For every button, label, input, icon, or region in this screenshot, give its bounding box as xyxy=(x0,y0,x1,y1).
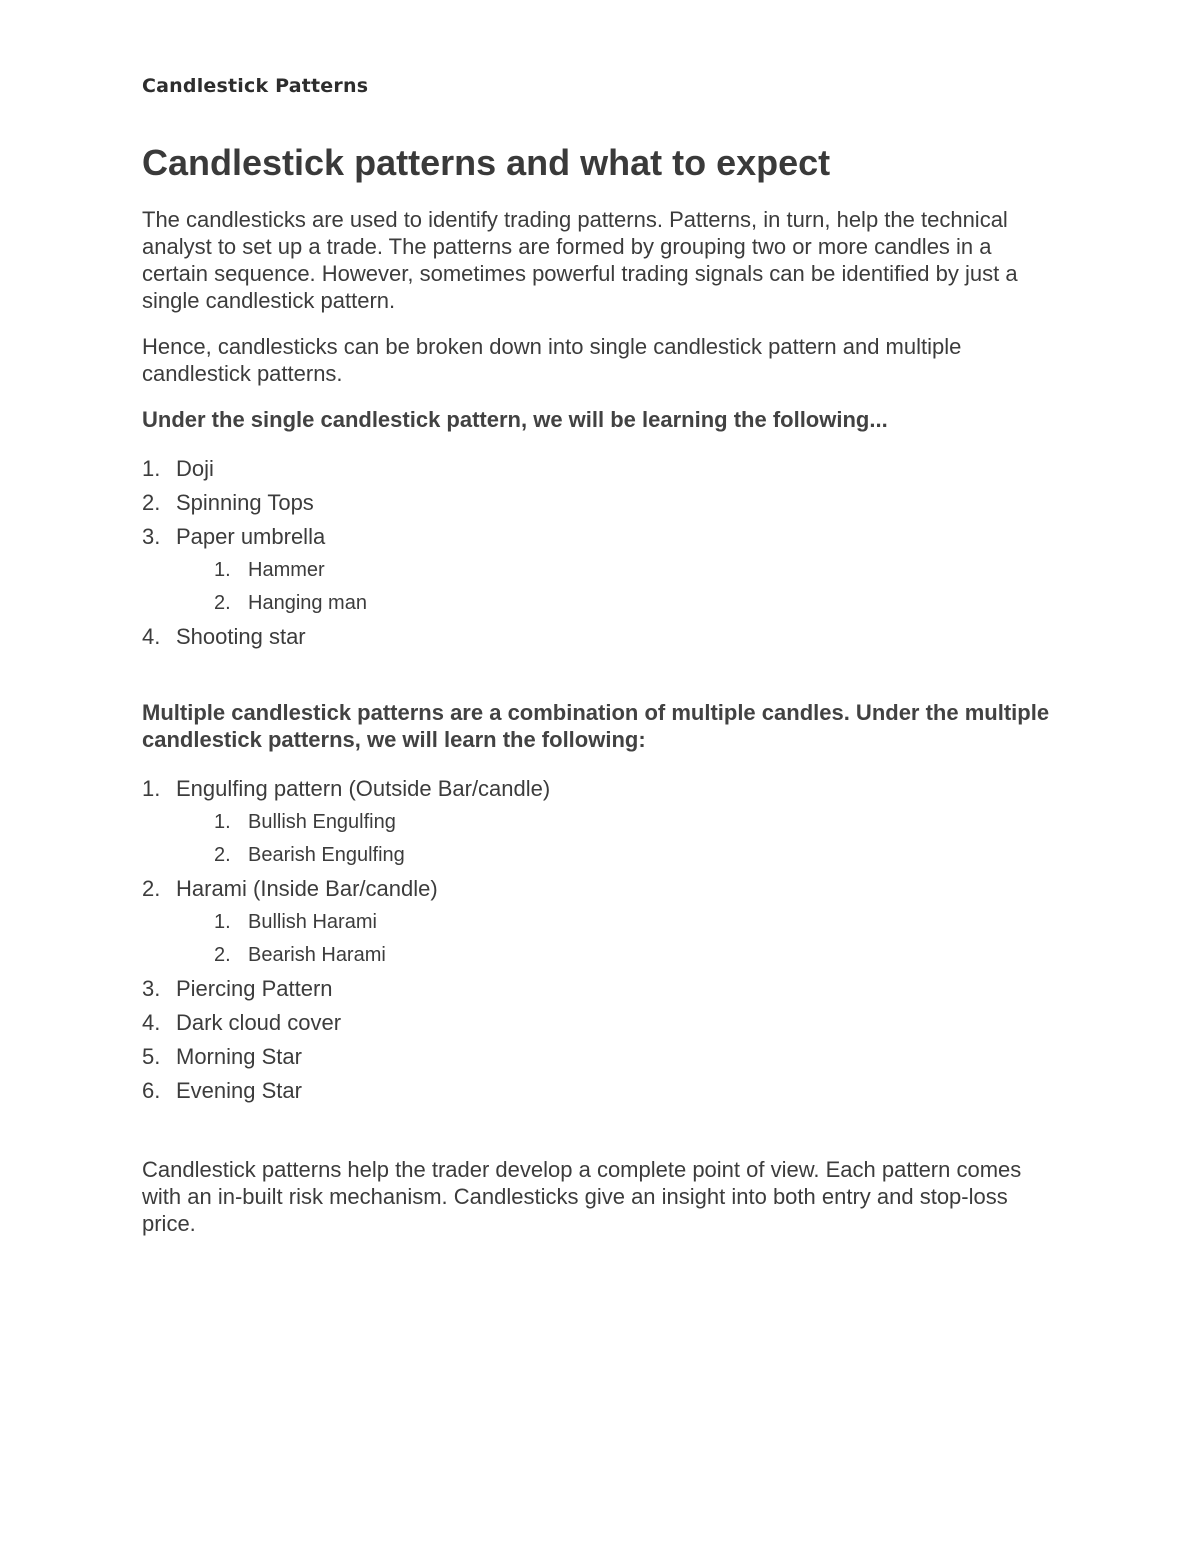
list-number: 1. xyxy=(214,811,231,833)
list-item xyxy=(142,1006,1062,1040)
list-number: 4. xyxy=(142,624,161,649)
second-paragraph: Hence, candlesticks can be broken down into single candlestick pattern and multiple candlestick patterns. xyxy=(142,334,962,386)
list-item-label: Dark cloud cover xyxy=(176,1010,342,1035)
list-number: 1. xyxy=(214,559,231,581)
harami-sublist xyxy=(214,906,1062,972)
list-item-label: Hanging man xyxy=(248,592,367,614)
single-pattern-list xyxy=(142,452,1062,554)
list-item xyxy=(142,452,1062,486)
list-item xyxy=(142,486,1062,520)
list-item-label: Doji xyxy=(176,456,214,481)
list-number: 3. xyxy=(142,524,161,549)
multiple-pattern-heading: Multiple candlestick patterns are a combination of multiple candles. Under the multiple candlestick patterns, we will learn the following: xyxy=(142,700,1050,752)
list-item-label: Evening Star xyxy=(176,1078,302,1103)
engulfing-sublist xyxy=(214,806,1062,872)
sublist-item xyxy=(214,906,1062,939)
list-item-label: Spinning Tops xyxy=(176,490,314,515)
list-item-label: Shooting star xyxy=(176,624,306,649)
list-number: 1. xyxy=(142,456,161,481)
document-body xyxy=(142,142,1062,1256)
paper-umbrella-sublist xyxy=(214,554,1062,620)
list-item xyxy=(142,772,1062,806)
multiple-pattern-list-part3 xyxy=(142,972,1062,1108)
list-item-label: Morning Star xyxy=(176,1044,302,1069)
list-item-label: Paper umbrella xyxy=(176,524,326,549)
multiple-pattern-list-part2 xyxy=(142,872,1062,906)
list-number: 5. xyxy=(142,1044,161,1069)
closing-paragraph: Candlestick patterns help the trader develop a complete point of view. Each pattern comes with an in-built risk mechanism. Candlesticks give an insight into both entry and stop-loss price. xyxy=(142,1157,1022,1236)
sublist-item xyxy=(214,839,1062,872)
list-item-label: Piercing Pattern xyxy=(176,976,333,1001)
intro-paragraph: The candlesticks are used to identify trading patterns. Patterns, in turn, help the technical analyst to set up a trade. The patterns are formed by grouping two or more candles in a certain sequence. However, sometimes powerful trading signals can be identified by just a single candlestick pattern. xyxy=(142,207,1018,313)
running-header: Candlestick Patterns xyxy=(142,75,369,97)
list-item-label: Hammer xyxy=(248,559,325,581)
list-item xyxy=(142,520,1062,554)
sublist-item xyxy=(214,806,1062,839)
list-item xyxy=(142,1040,1062,1074)
single-pattern-list-continued xyxy=(142,620,1062,654)
multiple-pattern-list xyxy=(142,772,1062,806)
spacer xyxy=(142,654,1062,699)
sublist-item xyxy=(214,554,1062,587)
list-number: 3. xyxy=(142,976,161,1001)
list-number: 6. xyxy=(142,1078,161,1103)
list-number: 2. xyxy=(214,844,231,866)
list-item-label: Engulfing pattern (Outside Bar/candle) xyxy=(176,776,551,801)
list-number: 4. xyxy=(142,1010,161,1035)
list-item xyxy=(142,620,1062,654)
list-number: 1. xyxy=(214,911,231,933)
single-pattern-heading: Under the single candlestick pattern, we will be learning the following... xyxy=(142,407,888,432)
list-number: 2. xyxy=(214,944,231,966)
list-item-label: Bearish Engulfing xyxy=(248,844,405,866)
sublist-item xyxy=(214,587,1062,620)
list-number: 1. xyxy=(142,776,161,801)
sublist-item xyxy=(214,939,1062,972)
spacer xyxy=(142,1108,1062,1156)
page-title: Candlestick patterns and what to expect xyxy=(142,142,831,183)
list-item-label: Bearish Harami xyxy=(248,944,386,966)
list-item xyxy=(142,1074,1062,1108)
list-item xyxy=(142,872,1062,906)
list-item xyxy=(142,972,1062,1006)
list-item-label: Harami (Inside Bar/candle) xyxy=(176,876,438,901)
list-number: 2. xyxy=(214,592,231,614)
list-number: 2. xyxy=(142,876,161,901)
list-number: 2. xyxy=(142,490,161,515)
list-item-label: Bullish Engulfing xyxy=(248,811,396,833)
list-item-label: Bullish Harami xyxy=(248,911,377,933)
